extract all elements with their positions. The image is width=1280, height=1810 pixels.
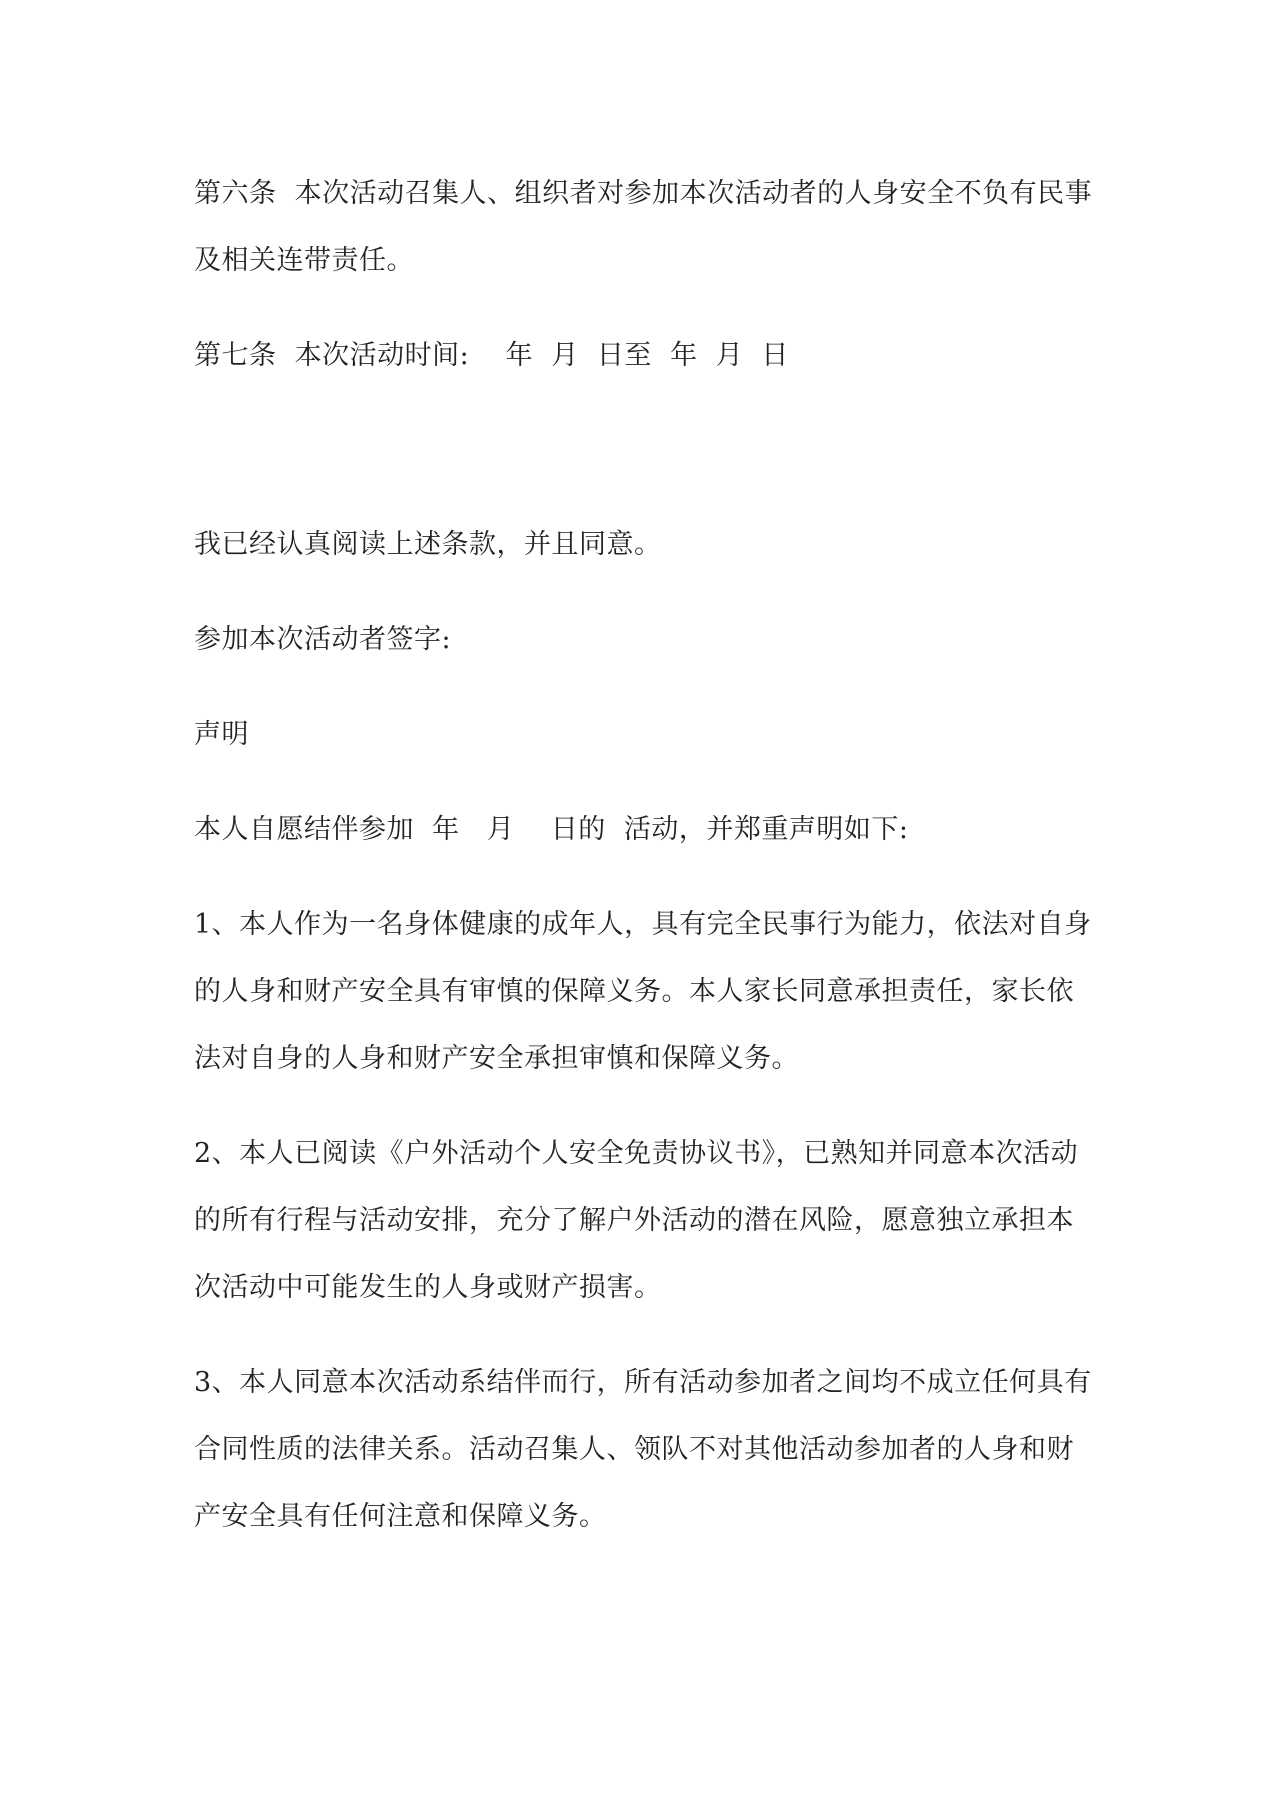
agreement-statement: 我已经认真阅读上述条款，并且同意。 [194,529,662,560]
declaration-clause-2: 2、本人已阅读《户外活动个人安全免责协议书》，已熟知并同意本次活动的所有行程与活动安排，充分了解户外活动的潜在风险，愿意独立承担本次活动中可能发生的人身或财产损害。 [194,1138,1079,1303]
document-body [194,160,1094,1578]
declaration-title: 声明 [194,719,249,750]
article-7-paragraph: 第七条 本次活动时间: 年 月 日至 年 月 日 [194,340,789,371]
article-6-paragraph: 第六条 本次活动召集人、组织者对参加本次活动者的人身安全不负有民事及相关连带责任。 [194,178,1093,276]
blank-spacer [194,417,1094,511]
participant-signature-line: 参加本次活动者签字: [194,624,452,655]
declaration-intro: 本人自愿结伴参加 年 月 日的 活动，并郑重声明如下: [194,814,909,845]
declaration-clause-3: 3、本人同意本次活动系结伴而行，所有活动参加者之间均不成立任何具有合同性质的法律关系。活动召集人、领队不对其他活动参加者的人身和财产安全具有任何注意和保障义务。 [194,1367,1092,1532]
declaration-clause-1: 1、本人作为一名身体健康的成年人，具有完全民事行为能力，依法对自身的人身和财产安全具有审慎的保障义务。本人家长同意承担责任，家长依法对自身的人身和财产安全承担审慎和保障义务。 [194,909,1092,1074]
